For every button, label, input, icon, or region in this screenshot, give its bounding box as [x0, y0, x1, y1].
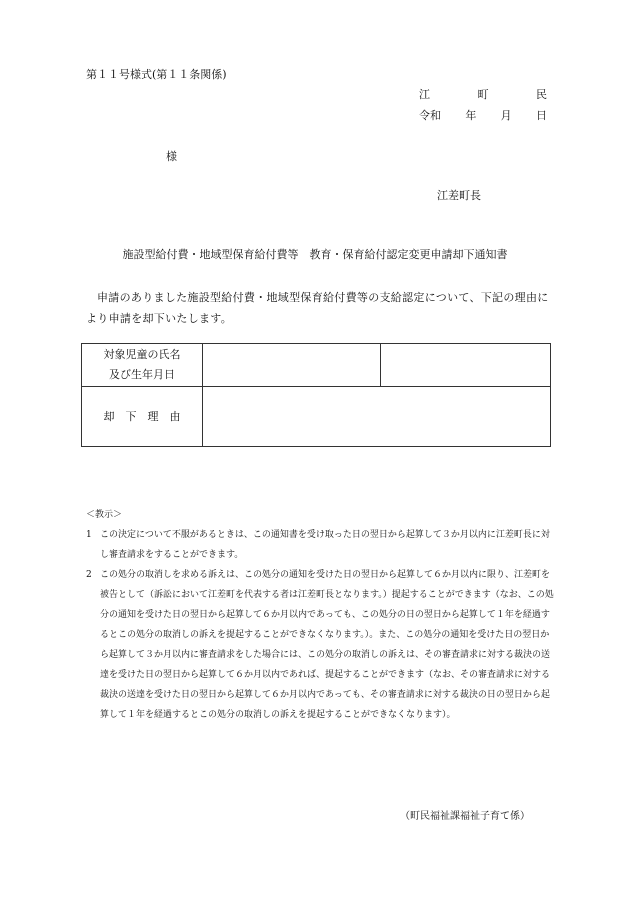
child-name-value-cell — [203, 344, 381, 387]
notice-number: 2 — [86, 570, 92, 580]
notice-heading: ＜教示＞ — [86, 510, 123, 520]
body-text: 申請のありました施設型給付費・地域型保育給付費等の支給認定について、下記の理由により申請を却下いたします。 — [86, 291, 549, 325]
day-label: 日 — [535, 109, 547, 122]
department: （町民福祉課福祉子育て係） — [400, 811, 530, 822]
stamp-char: 江 — [419, 88, 430, 101]
notice-text: この決定について不服があるときは、この通知書を受け取った日の翌日から起算して３か月以内に江差町長に対し審査請求をすることができます。 — [100, 530, 550, 560]
notice-text: この処分の取消しを求める訴えは、この処分の通知を受けた日の翌日から起算して６か月以内に限り、江差町を被告として（訴訟において江差町を代表する者は江差町長となります。）提起することができます（なお、この処分の通知を受けた日の翌日から起算して６か月以内であっても、この処分の日の翌日から起算して１年を経過するとこの処分の取消しの訴えを提起することができなくなります。）。また、この処分の通知を受けた日の翌日から起算して３か月以内に審査請求をした場合には、この処分の取消しの訴えは、その審査請求に対する裁決の送達を受けた日の翌日から起算して６か月以内であれば、提起することができます（なお、その審査請求に対する裁決の送達を受けた日の翌日から起算して６か月以内であっても、その審査請求に対する裁決の日の翌日から起算して１年を経過するとこの処分の取消しの訴えを提起することができなくなります）。 — [100, 570, 554, 720]
stamp-char: 町 — [477, 88, 489, 101]
notice-list — [86, 525, 556, 725]
month-label: 月 — [500, 109, 512, 122]
info-table — [81, 343, 551, 447]
addressee-suffix: 様 — [166, 150, 177, 163]
stamp-row — [419, 86, 547, 102]
notice-item — [86, 525, 556, 565]
stamp-char: 民 — [536, 88, 547, 101]
year-label: 年 — [465, 109, 477, 122]
child-name-label-line1: 対象児童の氏名 — [103, 348, 181, 361]
table-row — [82, 387, 551, 447]
child-name-label-line2: 及び生年月日 — [109, 368, 175, 381]
document-title: 施設型給付費・地域型保育給付費等 教育・保育給付認定変更申請却下通知書 — [122, 248, 508, 261]
notice-item — [86, 565, 556, 725]
child-name-label-cell — [82, 344, 203, 387]
table-row — [82, 344, 551, 387]
reason-value-cell — [203, 387, 551, 447]
date-row — [419, 107, 547, 123]
form-number: 第１１号様式(第１１条関係) — [86, 68, 227, 81]
reason-label: 却 下 理 由 — [82, 387, 203, 447]
issuer: 江差町長 — [437, 189, 481, 202]
era-label: 令和 — [419, 109, 441, 122]
notice-number: 1 — [86, 530, 92, 540]
child-birthdate-value-cell — [381, 344, 551, 387]
